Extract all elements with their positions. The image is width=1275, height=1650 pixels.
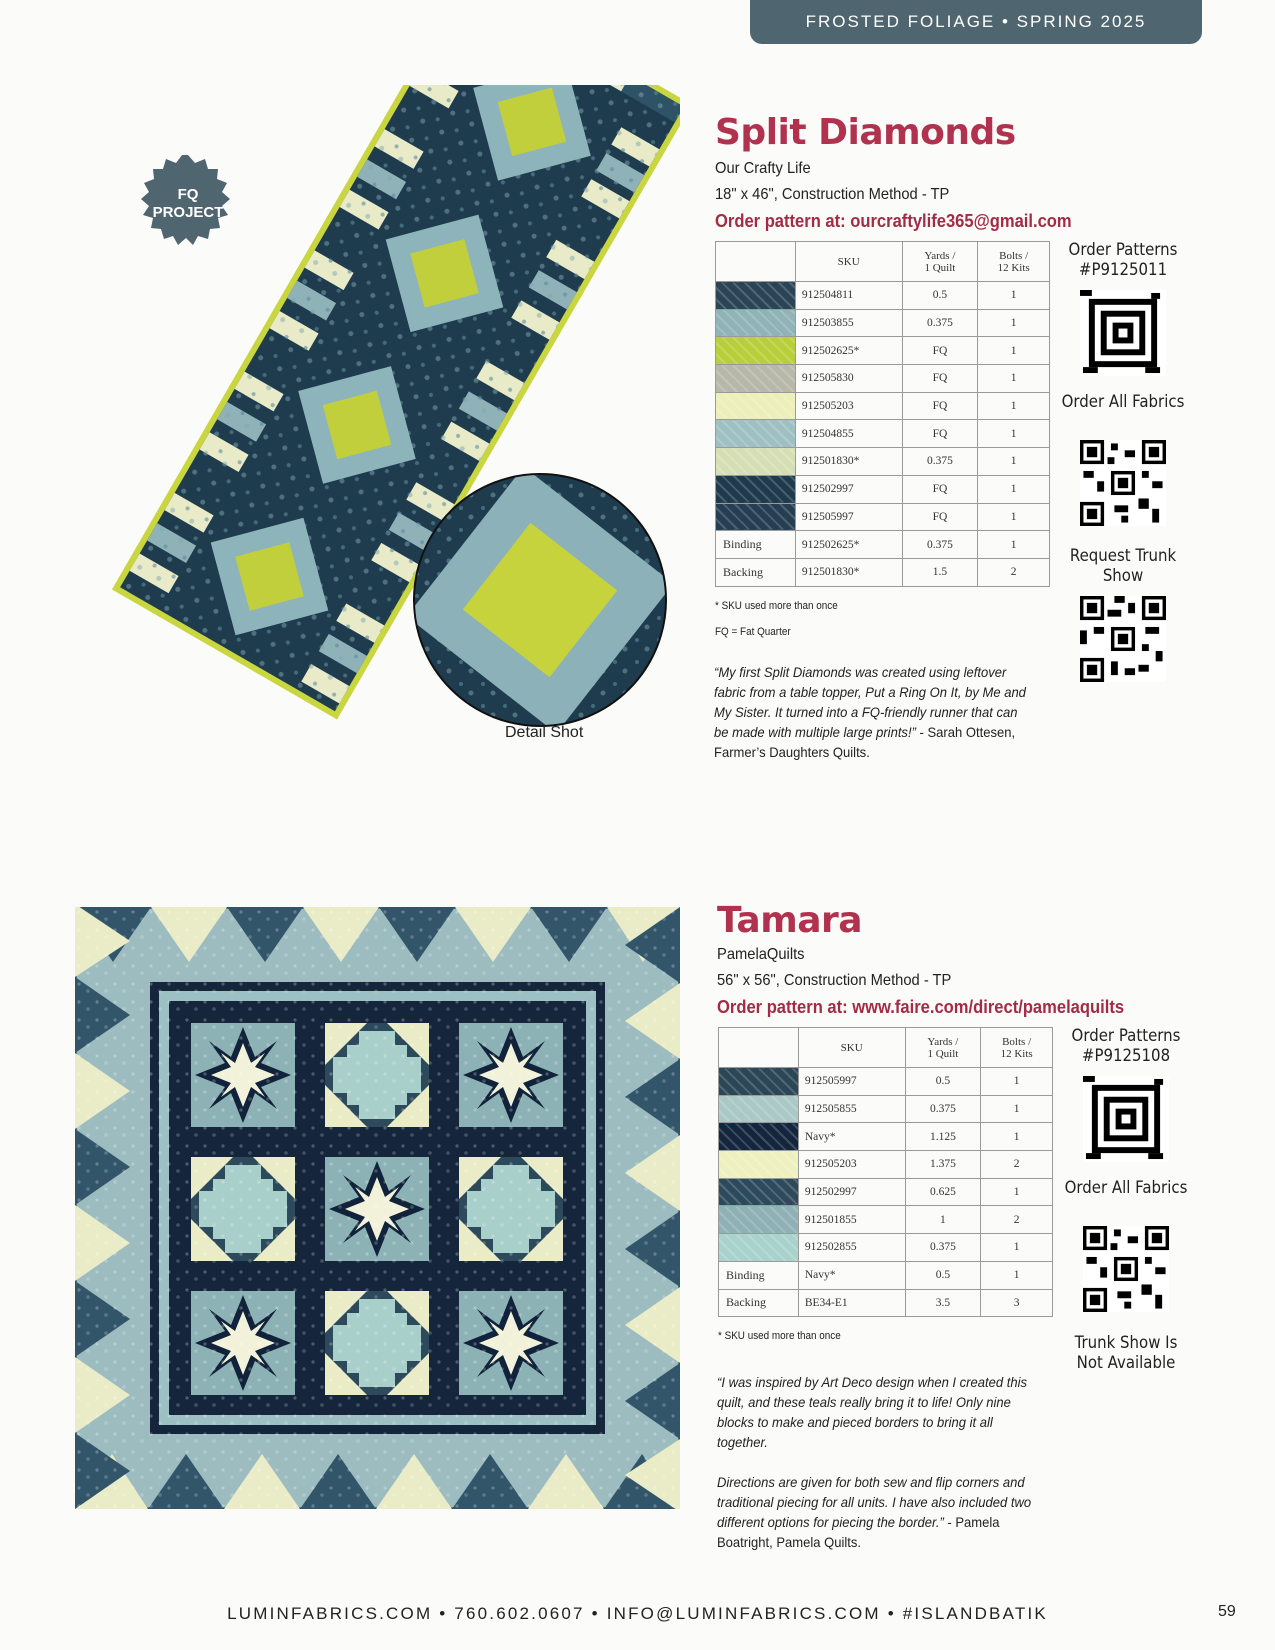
yards-cell: 1.125 bbox=[905, 1123, 981, 1151]
sku-cell: 912502625* bbox=[795, 531, 902, 559]
project-2-title: Tamara bbox=[717, 900, 863, 941]
section-header-text: FROSTED FOLIAGE • SPRING 2025 bbox=[805, 12, 1147, 31]
page-number: 59 bbox=[1218, 1603, 1236, 1620]
table-row bbox=[716, 420, 1050, 448]
project-2-order-link[interactable]: Order pattern at: www.faire.com/direct/pamelaquilts bbox=[717, 997, 1125, 1017]
qr-label-trunk-show-1: Request Trunk Show bbox=[1069, 546, 1177, 586]
fq-project-badge bbox=[140, 155, 236, 251]
bolts-cell: 1 bbox=[981, 1234, 1053, 1262]
yards-cell: FQ bbox=[902, 420, 978, 448]
project-1-fabric-table bbox=[715, 241, 1050, 587]
sku-cell: Navy* bbox=[798, 1123, 905, 1151]
yards-cell: 0.375 bbox=[902, 531, 978, 559]
fabric-swatch bbox=[716, 448, 796, 476]
sku-cell: 912505830 bbox=[795, 365, 902, 393]
fabric-swatch bbox=[716, 475, 796, 503]
table-row bbox=[716, 531, 1050, 559]
fabric-swatch bbox=[719, 1123, 799, 1151]
yards-cell: 0.5 bbox=[905, 1068, 981, 1096]
footer-contact: LUMINFABRICS.COM • 760.602.0607 • INFO@LUMINFABRICS.COM • #ISLANDBATIK bbox=[227, 1604, 1048, 1623]
table-row bbox=[719, 1289, 1053, 1317]
bolts-cell: 1 bbox=[978, 282, 1050, 310]
project-2-fabric-table bbox=[718, 1027, 1053, 1317]
bolts-cell: 1 bbox=[981, 1178, 1053, 1206]
bolts-cell: 2 bbox=[978, 558, 1050, 586]
fabric-swatch bbox=[719, 1151, 799, 1179]
sku-cell: 912504855 bbox=[795, 420, 902, 448]
table-row bbox=[716, 448, 1050, 476]
project-1-quote-text: “My first Split Diamonds was created using leftover fabric from a table topper, Put a Ring On It, by Me and My Sister. It turned into a FQ-friendly runner that can be made with multiple large prints!” bbox=[714, 664, 1026, 740]
qr-label-trunk-show-2: Trunk Show Is Not Available bbox=[1074, 1333, 1178, 1373]
yards-cell: 0.375 bbox=[902, 448, 978, 476]
project-1-order-link[interactable]: Order pattern at: ourcraftylife365@gmail.com bbox=[715, 211, 1072, 231]
yards-cell: 0.375 bbox=[905, 1095, 981, 1123]
project-2-quote-attribution: - Pamela Boatright, Pamela Quilts. bbox=[717, 1514, 1000, 1550]
bolts-cell: 1 bbox=[978, 420, 1050, 448]
sku-cell: 912501855 bbox=[798, 1206, 905, 1234]
fabric-swatch bbox=[719, 1095, 799, 1123]
project-1-designer: Our Crafty Life bbox=[715, 160, 811, 177]
table-row bbox=[716, 309, 1050, 337]
bolts-cell: 1 bbox=[978, 309, 1050, 337]
qr-label-order-patterns-1: Order Patterns #P9125011 bbox=[1068, 240, 1178, 280]
bolts-cell: 1 bbox=[978, 365, 1050, 393]
table-row bbox=[716, 558, 1050, 586]
project-1-size: 18" x 46", Construction Method - TP bbox=[715, 186, 950, 203]
table-header-bolts: Bolts / 12 Kits bbox=[978, 242, 1050, 282]
project-1-note-sku: * SKU used more than once bbox=[715, 600, 838, 612]
yards-cell: 1 bbox=[905, 1206, 981, 1234]
bolts-cell: 1 bbox=[978, 337, 1050, 365]
badge-line-1: FQ bbox=[177, 186, 199, 203]
bolts-cell: 1 bbox=[981, 1095, 1053, 1123]
table-header-sku: SKU bbox=[795, 242, 902, 282]
sku-cell: 912502997 bbox=[798, 1178, 905, 1206]
yards-cell: 0.375 bbox=[905, 1234, 981, 1262]
yards-cell: 3.5 bbox=[905, 1289, 981, 1317]
sku-cell: 912505855 bbox=[798, 1095, 905, 1123]
qr-label-order-fabrics-1: Order All Fabrics bbox=[1061, 392, 1185, 412]
table-row bbox=[719, 1178, 1053, 1206]
qr-code-order-fabrics-1[interactable] bbox=[1080, 440, 1166, 526]
sku-cell: BE34-E1 bbox=[798, 1289, 905, 1317]
bolts-cell: 2 bbox=[981, 1151, 1053, 1179]
sku-cell: 912502855 bbox=[798, 1234, 905, 1262]
table-row bbox=[719, 1095, 1053, 1123]
yards-cell: FQ bbox=[902, 392, 978, 420]
yards-cell: FQ bbox=[902, 365, 978, 393]
fabric-swatch bbox=[716, 365, 796, 393]
project-1-quote-attribution: - Sarah Ottesen, Farmer’s Daughters Quilts. bbox=[714, 724, 1016, 760]
yards-cell: 0.5 bbox=[905, 1261, 981, 1289]
table-row bbox=[716, 337, 1050, 365]
table-row bbox=[716, 282, 1050, 310]
table-row bbox=[719, 1123, 1053, 1151]
yards-cell: FQ bbox=[902, 337, 978, 365]
bolts-cell: 1 bbox=[978, 392, 1050, 420]
table-row bbox=[716, 365, 1050, 393]
bolts-cell: 1 bbox=[978, 448, 1050, 476]
bolts-cell: 1 bbox=[981, 1123, 1053, 1151]
table-header-yards: Yards / 1 Quilt bbox=[902, 242, 978, 282]
bolts-cell: 1 bbox=[978, 503, 1050, 531]
table-header-blank bbox=[716, 242, 796, 282]
qr-code-order-patterns-2[interactable] bbox=[1083, 1076, 1169, 1162]
project-2-designer: PamelaQuilts bbox=[717, 946, 805, 963]
table-row bbox=[719, 1261, 1053, 1289]
sku-cell: Navy* bbox=[798, 1261, 905, 1289]
yards-cell: 0.625 bbox=[905, 1178, 981, 1206]
tamara-quilt-image bbox=[75, 907, 680, 1509]
table-header-sku: SKU bbox=[798, 1028, 905, 1068]
table-row bbox=[719, 1234, 1053, 1262]
fabric-swatch bbox=[716, 282, 796, 310]
table-header-bolts: Bolts / 12 Kits bbox=[981, 1028, 1053, 1068]
project-2-quote-text-2: Directions are given for both sew and flip corners and traditional piecing for all units. I have also included two different options for piecing the border.” bbox=[717, 1474, 1032, 1530]
row-label: Binding bbox=[716, 531, 796, 559]
fabric-swatch bbox=[719, 1178, 799, 1206]
fabric-swatch bbox=[716, 420, 796, 448]
sku-cell: 912501830* bbox=[795, 558, 902, 586]
project-2-quote-text-1: “I was inspired by Art Deco design when I created this quilt, and these teals really bring it to life! Only nine blocks to make and pieced borders to bring it all together. bbox=[717, 1374, 1027, 1450]
table-header-blank bbox=[719, 1028, 799, 1068]
bolts-cell: 1 bbox=[978, 531, 1050, 559]
bolts-cell: 2 bbox=[981, 1206, 1053, 1234]
project-2-size: 56" x 56", Construction Method - TP bbox=[717, 972, 952, 989]
sku-cell: 912505203 bbox=[798, 1151, 905, 1179]
table-row bbox=[719, 1151, 1053, 1179]
sku-cell: 912504811 bbox=[795, 282, 902, 310]
fabric-swatch bbox=[716, 337, 796, 365]
yards-cell: 0.5 bbox=[902, 282, 978, 310]
qr-code-trunk-show-1[interactable] bbox=[1080, 596, 1166, 682]
fabric-swatch bbox=[719, 1234, 799, 1262]
table-row bbox=[719, 1206, 1053, 1234]
badge-line-2: PROJECT bbox=[152, 204, 224, 221]
bolts-cell: 1 bbox=[981, 1068, 1053, 1096]
row-label: Backing bbox=[716, 558, 796, 586]
qr-code-order-patterns-1[interactable] bbox=[1080, 290, 1166, 376]
sku-cell: 912501830* bbox=[795, 448, 902, 476]
sku-cell: 912505997 bbox=[798, 1068, 905, 1096]
project-1-title: Split Diamonds bbox=[715, 112, 1016, 153]
project-2-quote bbox=[717, 1372, 1038, 1552]
yards-cell: 0.375 bbox=[902, 309, 978, 337]
table-row bbox=[716, 503, 1050, 531]
project-1-quote bbox=[714, 662, 1035, 762]
yards-cell: 1.375 bbox=[905, 1151, 981, 1179]
qr-label-order-fabrics-2: Order All Fabrics bbox=[1064, 1178, 1188, 1198]
yards-cell: 1.5 bbox=[902, 558, 978, 586]
sku-cell: 912502997 bbox=[795, 475, 902, 503]
fabric-swatch bbox=[719, 1206, 799, 1234]
yards-cell: FQ bbox=[902, 475, 978, 503]
sku-cell: 912505997 bbox=[795, 503, 902, 531]
qr-label-order-patterns-2: Order Patterns #P9125108 bbox=[1071, 1026, 1181, 1066]
table-row bbox=[716, 475, 1050, 503]
qr-code-order-fabrics-2[interactable] bbox=[1083, 1226, 1169, 1312]
detail-shot-caption: Detail Shot bbox=[505, 724, 584, 741]
bolts-cell: 1 bbox=[981, 1261, 1053, 1289]
row-label: Backing bbox=[719, 1289, 799, 1317]
table-row bbox=[716, 392, 1050, 420]
fabric-swatch bbox=[719, 1068, 799, 1096]
fabric-swatch bbox=[716, 309, 796, 337]
table-header-yards: Yards / 1 Quilt bbox=[905, 1028, 981, 1068]
sku-cell: 912505203 bbox=[795, 392, 902, 420]
fabric-swatch bbox=[716, 503, 796, 531]
bolts-cell: 1 bbox=[978, 475, 1050, 503]
sku-cell: 912502625* bbox=[795, 337, 902, 365]
project-1-note-fq: FQ = Fat Quarter bbox=[715, 626, 791, 638]
bolts-cell: 3 bbox=[981, 1289, 1053, 1317]
fabric-swatch bbox=[716, 392, 796, 420]
table-row bbox=[719, 1068, 1053, 1096]
section-header-tab bbox=[750, 0, 1202, 44]
yards-cell: FQ bbox=[902, 503, 978, 531]
row-label: Binding bbox=[719, 1261, 799, 1289]
project-2-note-sku: * SKU used more than once bbox=[718, 1330, 841, 1342]
sku-cell: 912503855 bbox=[795, 309, 902, 337]
